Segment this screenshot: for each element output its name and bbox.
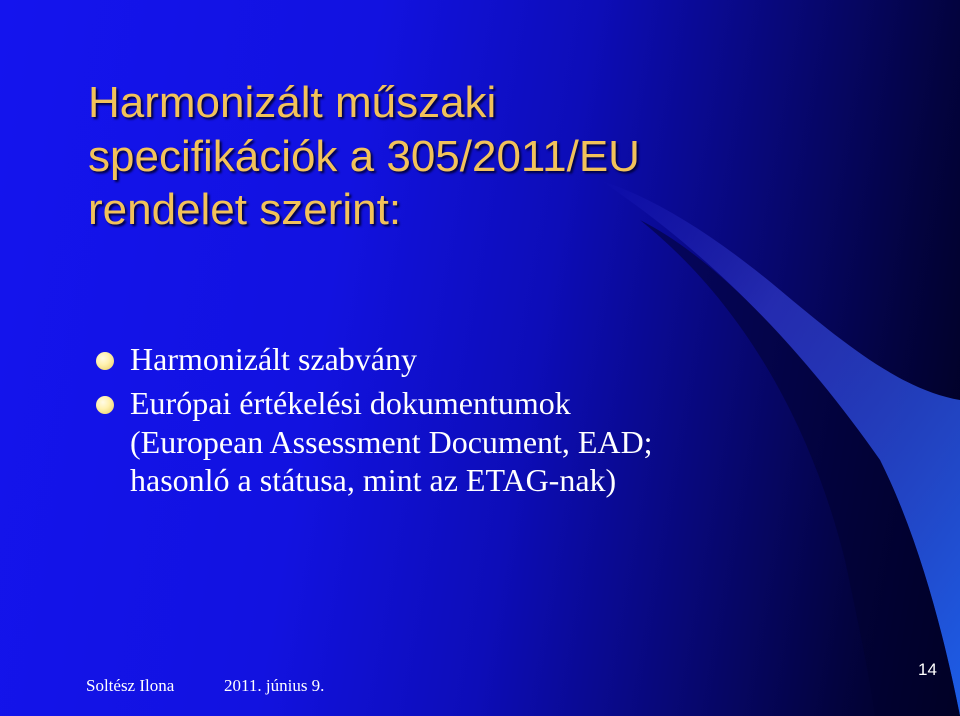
title-line: specifikációk a 305/2011/EU	[88, 131, 640, 181]
bullet-text: hasonló a státusa, mint az ETAG-nak)	[130, 462, 617, 499]
bullet-list	[96, 340, 876, 506]
bullet-text: Európai értékelési dokumentumok	[130, 385, 571, 422]
title-line: Harmonizált műszaki	[88, 78, 497, 127]
bullet-dot-icon	[96, 396, 114, 414]
footer-author: Soltész Ilona	[86, 676, 175, 695]
title-line: rendelet szerint:	[88, 185, 402, 235]
footer-date: 2011. június 9.	[224, 676, 325, 695]
bullet-item	[96, 340, 876, 378]
bullet-text: (European Assessment Document, EAD;	[130, 423, 653, 460]
bullet-item	[96, 384, 876, 499]
slide-title	[88, 76, 908, 237]
slide-number: 14	[918, 660, 937, 679]
bullet-text: Harmonizált szabvány	[130, 341, 417, 377]
bullet-dot-icon	[96, 352, 114, 370]
